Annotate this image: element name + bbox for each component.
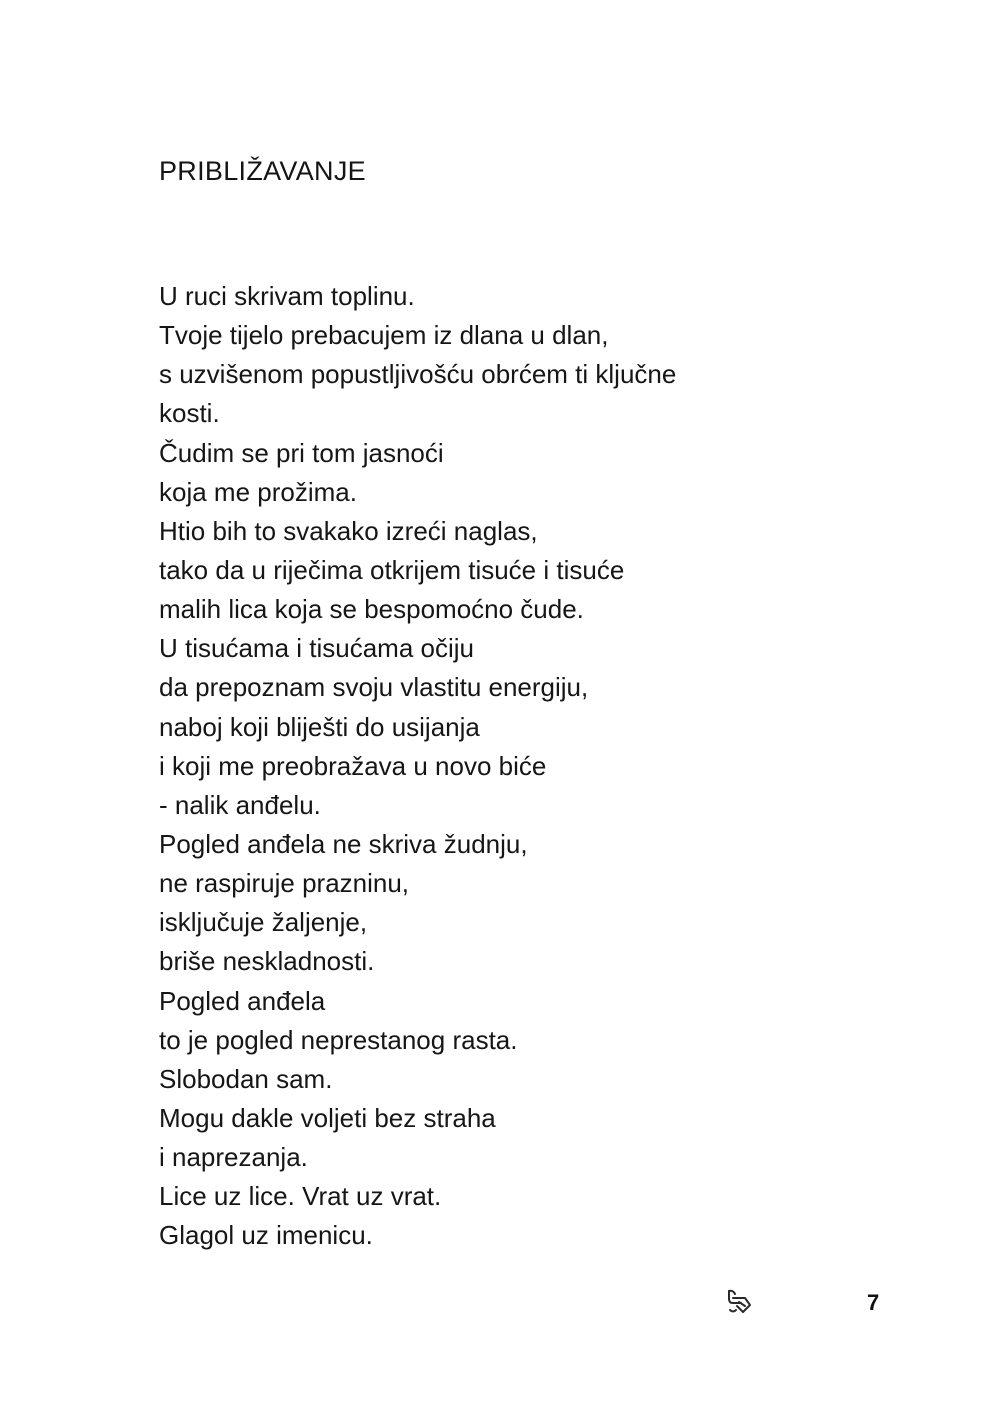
- poem-line: koja me prožima.: [159, 476, 357, 507]
- page-number: 7: [867, 1290, 880, 1315]
- poem-line: Pogled anđela: [159, 985, 326, 1016]
- poem-line: Pogled anđela ne skriva žudnju,: [159, 828, 528, 859]
- poem-line: - nalik anđelu.: [159, 789, 321, 820]
- scroll-ornament-icon: [724, 1286, 754, 1316]
- poem-line: to je pogled neprestanog rasta.: [159, 1024, 518, 1055]
- poem-body: [159, 277, 859, 1256]
- poem-line: da prepoznam svoju vlastitu energiju,: [159, 672, 589, 703]
- poem-line: kosti.: [159, 398, 220, 429]
- poem-line: Lice uz lice. Vrat uz vrat.: [159, 1181, 442, 1212]
- poem-line: Čudim se pri tom jasnoći: [159, 437, 444, 468]
- poem-line: naboj koji bliješti do usijanja: [159, 711, 480, 742]
- poem-title: PRIBLIŽAVANJE: [159, 156, 366, 186]
- poem-line: Glagol uz imenicu.: [159, 1220, 373, 1251]
- poem-line: briše neskladnosti.: [159, 946, 375, 977]
- poem-line: U tisućama i tisućama očiju: [159, 633, 474, 664]
- poem-line: isključuje žaljenje,: [159, 907, 368, 938]
- poem-line: Tvoje tijelo prebacujem iz dlana u dlan,: [159, 320, 609, 351]
- poem-line: ne raspiruje prazninu,: [159, 868, 410, 899]
- poem-line: tako da u riječima otkrijem tisuće i tisuće: [159, 554, 625, 585]
- poem-line: s uzvišenom popustljivošću obrćem ti ključne: [159, 359, 677, 390]
- poem-line: Htio bih to svakako izreći naglas,: [159, 515, 538, 546]
- poem-line: Slobodan sam.: [159, 1063, 333, 1094]
- poem-line: malih lica koja se bespomoćno čude.: [159, 594, 584, 625]
- poem-line: i naprezanja.: [159, 1142, 308, 1173]
- poem-line: U ruci skrivam toplinu.: [159, 281, 415, 311]
- poem-line: Mogu dakle voljeti bez straha: [159, 1102, 496, 1133]
- poem-line: i koji me preobražava u novo biće: [159, 750, 547, 781]
